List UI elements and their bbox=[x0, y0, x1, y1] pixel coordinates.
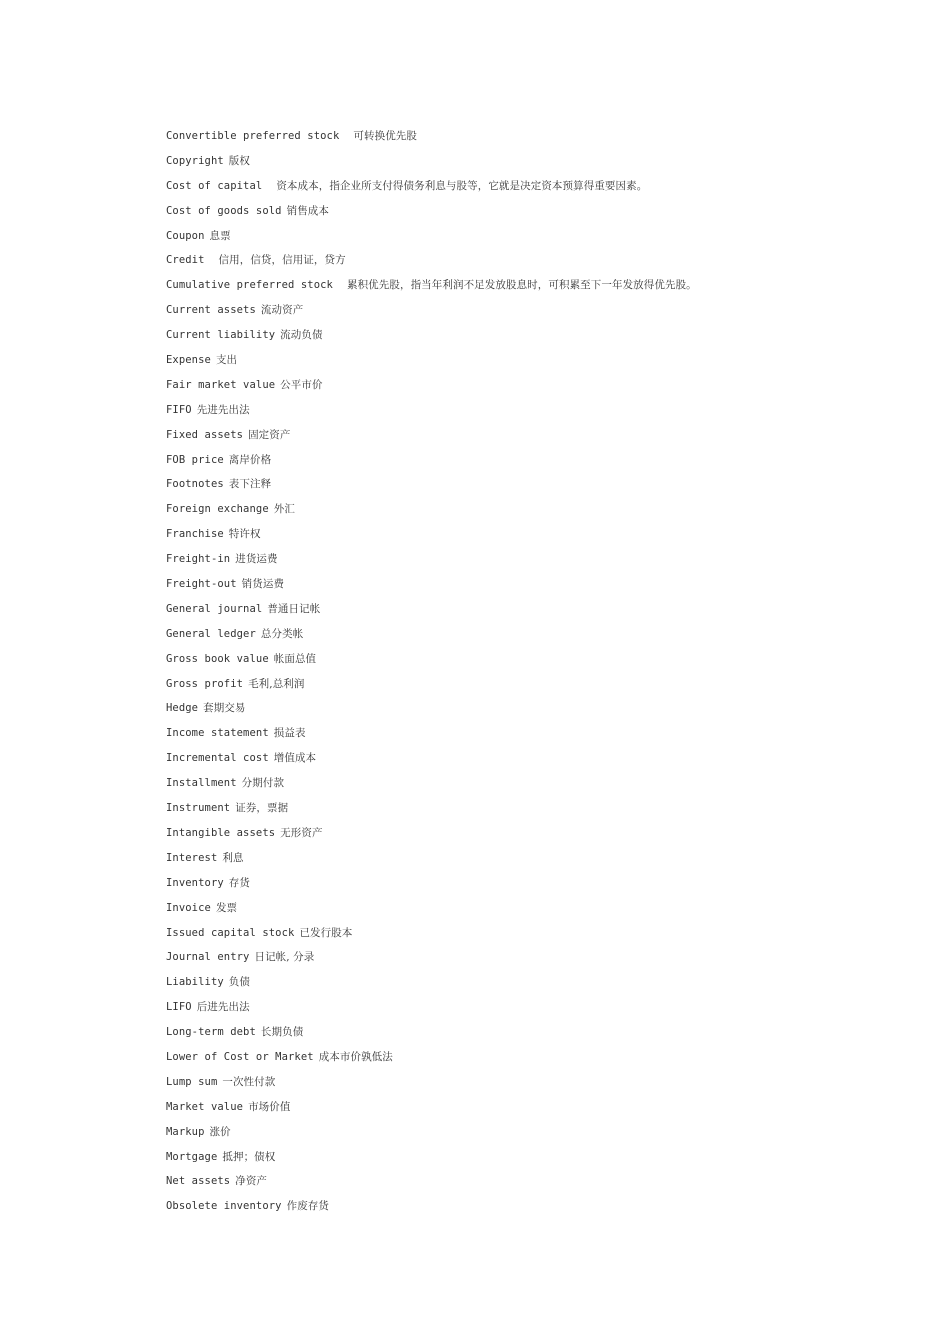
term-chinese: 信用，信贷，信用证，贷方 bbox=[218, 254, 346, 267]
term-english: Freight-out bbox=[166, 578, 237, 591]
term-english: Coupon bbox=[166, 229, 205, 242]
glossary-entry bbox=[166, 949, 906, 974]
term-english: Markup bbox=[166, 1125, 205, 1138]
term-english: FOB price bbox=[166, 453, 224, 466]
term-chinese: 后进先出法 bbox=[196, 1001, 250, 1014]
term-english: Net assets bbox=[166, 1175, 231, 1188]
glossary-entry bbox=[166, 327, 906, 352]
term-chinese: 流动负债 bbox=[280, 329, 323, 342]
term-english: Cost of capital bbox=[166, 179, 263, 192]
glossary-entry bbox=[166, 427, 906, 452]
glossary-entry bbox=[166, 800, 906, 825]
term-chinese: 长期负债 bbox=[260, 1026, 304, 1039]
term-chinese: 增值成本 bbox=[273, 752, 317, 765]
glossary-entry bbox=[166, 1124, 906, 1149]
term-english: Current liability bbox=[166, 329, 276, 342]
glossary-entry bbox=[166, 1173, 906, 1198]
glossary-entry bbox=[166, 750, 906, 775]
glossary-entry bbox=[166, 775, 906, 800]
term-english: Obsolete inventory bbox=[166, 1200, 282, 1213]
glossary-entry bbox=[166, 178, 906, 203]
term-english: Long-term debt bbox=[166, 1026, 256, 1039]
term-chinese: 毛利,总利润 bbox=[248, 677, 305, 690]
glossary-entry bbox=[166, 153, 906, 178]
term-chinese: 帐面总值 bbox=[273, 652, 317, 665]
term-english: Journal entry bbox=[166, 951, 250, 964]
term-english: Hedge bbox=[166, 702, 199, 715]
glossary-entry bbox=[166, 576, 906, 601]
term-chinese: 市场价值 bbox=[248, 1100, 291, 1113]
term-chinese: 作废存货 bbox=[286, 1200, 329, 1213]
glossary-entry bbox=[166, 476, 906, 501]
term-english: Lower of Cost or Market bbox=[166, 1050, 314, 1063]
glossary-entry bbox=[166, 1099, 906, 1124]
glossary-entry bbox=[166, 526, 906, 551]
term-english: General journal bbox=[166, 602, 263, 615]
glossary-entry bbox=[166, 1024, 906, 1049]
term-chinese: 公平市价 bbox=[280, 378, 323, 391]
term-english: Interest bbox=[166, 851, 218, 864]
term-english: Cumulative preferred stock bbox=[166, 279, 333, 292]
term-english: Intangible assets bbox=[166, 826, 276, 839]
term-english: Current assets bbox=[166, 304, 256, 317]
glossary-entry bbox=[166, 1149, 906, 1174]
glossary-entry bbox=[166, 974, 906, 999]
term-english: Copyright bbox=[166, 154, 224, 167]
term-english: Expense bbox=[166, 354, 211, 367]
term-chinese: 存货 bbox=[228, 876, 250, 889]
glossary-entry bbox=[166, 551, 906, 576]
term-english: Installment bbox=[166, 777, 237, 790]
glossary-entry bbox=[166, 402, 906, 427]
term-english: Fair market value bbox=[166, 378, 276, 391]
term-chinese: 累积优先股，指当年利润不足发放股息时，可积累至下一年发放得优先股。 bbox=[346, 279, 697, 292]
term-chinese: 可转换优先股 bbox=[353, 130, 417, 142]
term-chinese: 先进先出法 bbox=[196, 403, 250, 416]
term-chinese: 套期交易 bbox=[203, 702, 246, 715]
term-english: Instrument bbox=[166, 802, 231, 815]
term-chinese: 特许权 bbox=[228, 528, 261, 541]
glossary-entry bbox=[166, 900, 906, 925]
term-chinese: 销货运费 bbox=[241, 578, 285, 591]
glossary-entry bbox=[166, 725, 906, 750]
term-english: Market value bbox=[166, 1100, 244, 1113]
term-chinese: 发票 bbox=[215, 901, 238, 914]
glossary-entry bbox=[166, 875, 906, 900]
term-english: FIFO bbox=[166, 403, 192, 416]
term-chinese: 总分类帐 bbox=[260, 627, 304, 640]
term-english: Gross profit bbox=[166, 677, 244, 690]
glossary-entry bbox=[166, 999, 906, 1024]
term-english: Incremental cost bbox=[166, 752, 269, 765]
glossary-entry bbox=[166, 302, 906, 327]
term-chinese: 版权 bbox=[228, 154, 250, 167]
term-chinese: 无形资产 bbox=[280, 826, 323, 839]
term-english: Lump sum bbox=[166, 1075, 218, 1088]
glossary-entry bbox=[166, 228, 906, 253]
glossary-entry bbox=[166, 377, 906, 402]
term-chinese: 流动资产 bbox=[260, 304, 304, 317]
glossary-entry bbox=[166, 651, 906, 676]
glossary-entry bbox=[166, 128, 906, 153]
glossary-entry bbox=[166, 1074, 906, 1099]
term-chinese: 净资产 bbox=[235, 1175, 268, 1188]
term-chinese: 一次性付款 bbox=[222, 1075, 276, 1088]
term-chinese: 分期付款 bbox=[241, 777, 285, 790]
glossary-entry bbox=[166, 825, 906, 850]
glossary-entry bbox=[166, 1049, 906, 1074]
term-english: Liability bbox=[166, 976, 224, 989]
glossary-entry bbox=[166, 277, 906, 302]
term-chinese: 资本成本，指企业所支付得债务利息与股等，它就是决定资本预算得重要因素。 bbox=[276, 179, 648, 192]
glossary-entry bbox=[166, 452, 906, 477]
term-english: Convertible preferred stock bbox=[166, 130, 340, 142]
term-chinese: 日记帐, 分录 bbox=[254, 951, 315, 964]
term-english: Credit bbox=[166, 254, 205, 267]
term-english: General ledger bbox=[166, 627, 256, 640]
term-chinese: 利息 bbox=[222, 851, 244, 864]
glossary-entry bbox=[166, 850, 906, 875]
term-english: Cost of goods sold bbox=[166, 204, 282, 217]
glossary-entry bbox=[166, 601, 906, 626]
term-english: Issued capital stock bbox=[166, 926, 295, 939]
glossary-entry bbox=[166, 925, 906, 950]
term-chinese: 表下注释 bbox=[228, 478, 272, 491]
glossary-list bbox=[166, 128, 906, 1223]
term-chinese: 证券，票据 bbox=[235, 802, 289, 815]
term-chinese: 普通日记帐 bbox=[267, 602, 321, 615]
term-english: Invoice bbox=[166, 901, 211, 914]
term-english: Inventory bbox=[166, 876, 224, 889]
term-chinese: 已发行股本 bbox=[299, 926, 353, 939]
glossary-entry bbox=[166, 626, 906, 651]
term-chinese: 涨价 bbox=[209, 1125, 231, 1138]
term-english: Franchise bbox=[166, 528, 224, 541]
glossary-entry bbox=[166, 203, 906, 228]
term-english: Mortgage bbox=[166, 1150, 218, 1163]
term-english: Freight-in bbox=[166, 553, 231, 566]
term-chinese: 固定资产 bbox=[248, 428, 291, 441]
term-english: Gross book value bbox=[166, 652, 269, 665]
term-chinese: 损益表 bbox=[273, 727, 306, 740]
term-english: Foreign exchange bbox=[166, 503, 269, 516]
term-chinese: 息票 bbox=[209, 229, 231, 242]
term-english: LIFO bbox=[166, 1001, 192, 1014]
glossary-entry bbox=[166, 1198, 906, 1223]
term-chinese: 成本市价孰低法 bbox=[318, 1050, 393, 1063]
term-chinese: 抵押；债权 bbox=[222, 1150, 276, 1163]
term-english: Fixed assets bbox=[166, 428, 244, 441]
glossary-entry bbox=[166, 252, 906, 277]
term-chinese: 进货运费 bbox=[235, 553, 278, 566]
glossary-entry bbox=[166, 352, 906, 377]
term-english: Footnotes bbox=[166, 478, 224, 491]
glossary-entry bbox=[166, 676, 906, 701]
term-chinese: 外汇 bbox=[273, 503, 295, 516]
term-chinese: 负债 bbox=[228, 976, 250, 989]
term-chinese: 销售成本 bbox=[286, 204, 329, 217]
term-english: Income statement bbox=[166, 727, 269, 740]
glossary-entry bbox=[166, 501, 906, 526]
term-chinese: 支出 bbox=[215, 354, 238, 367]
glossary-entry bbox=[166, 700, 906, 725]
term-chinese: 离岸价格 bbox=[228, 453, 272, 466]
